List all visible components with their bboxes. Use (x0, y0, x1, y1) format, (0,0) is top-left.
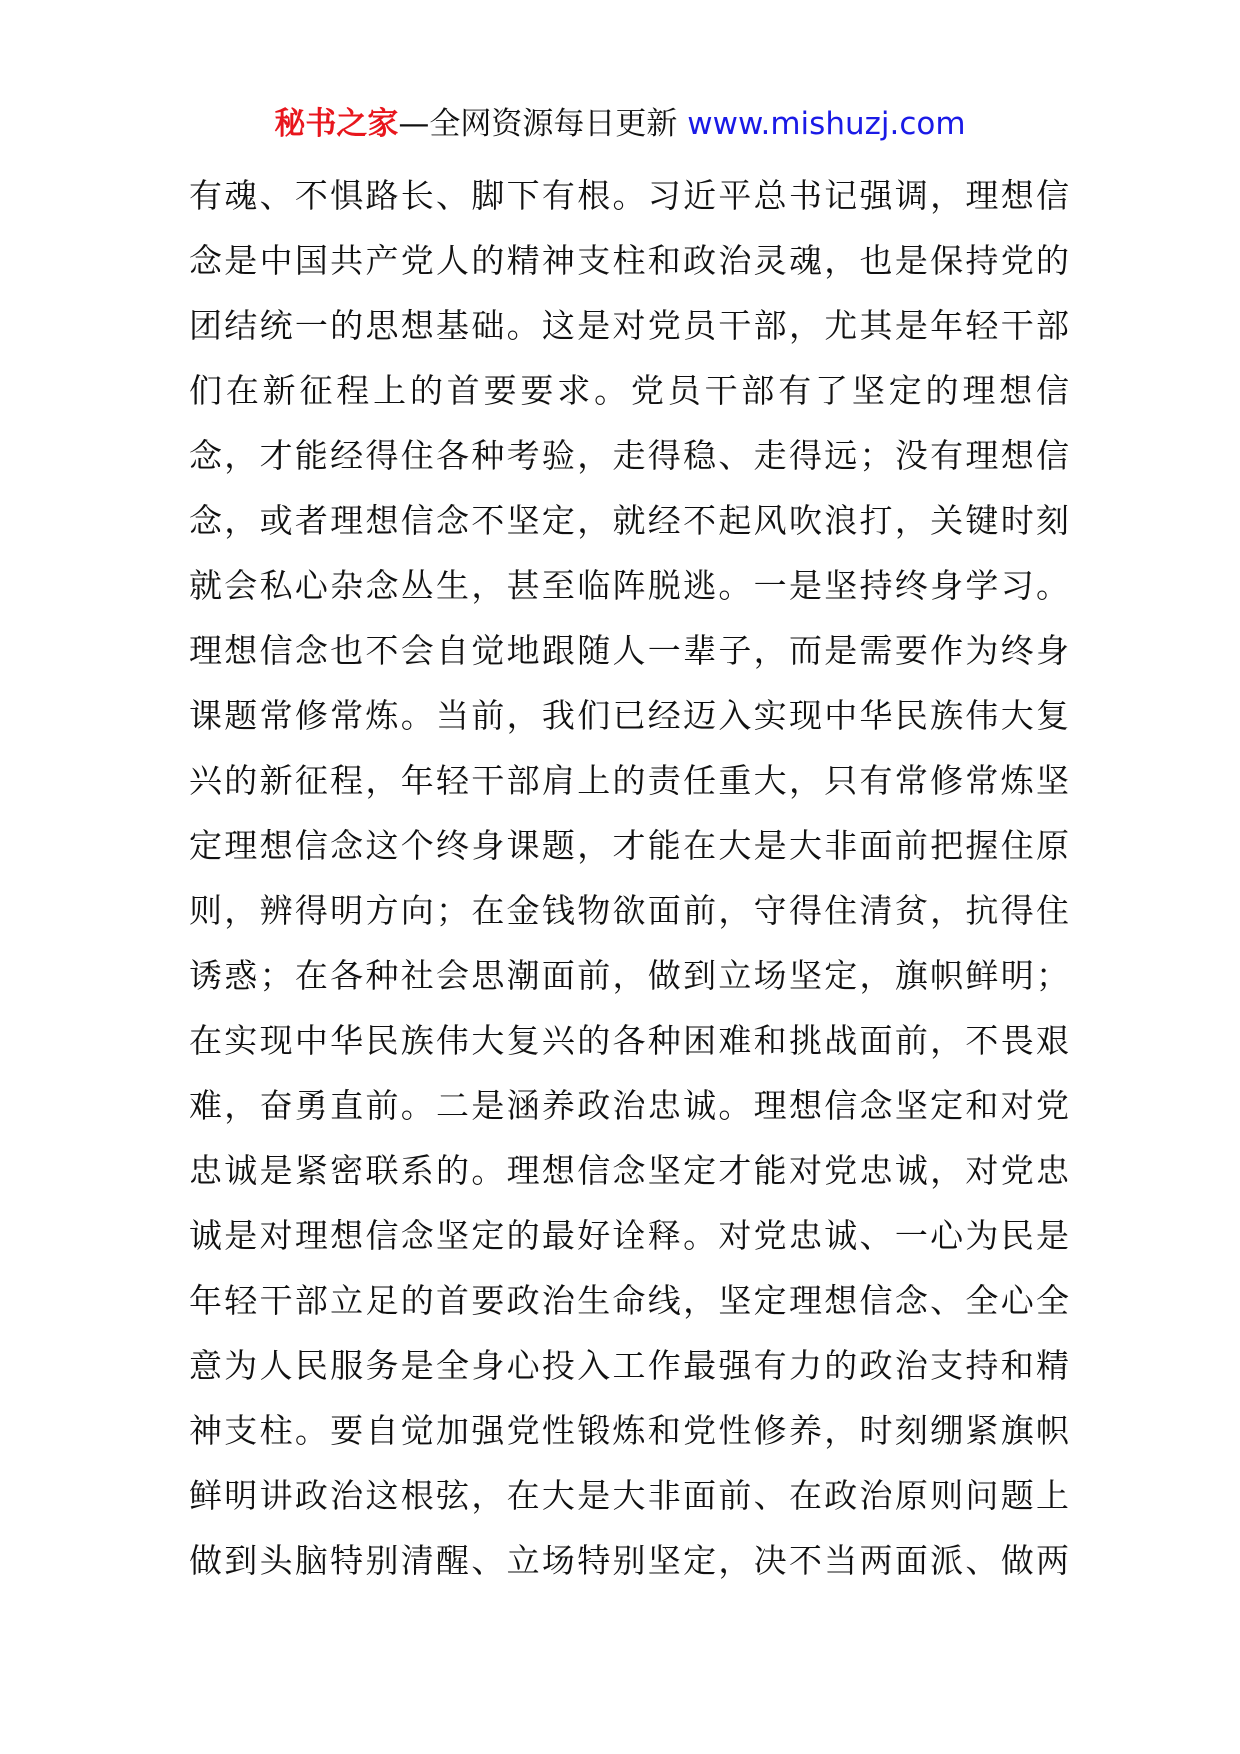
body-line: 就会私心杂念丛生，甚至临阵脱逃。一是坚持终身学习。 (189, 566, 1069, 605)
document-body (189, 163, 1069, 1593)
site-header (0, 100, 1240, 148)
site-tagline: —全网资源每日更新 (398, 106, 678, 142)
body-line: 定理想信念这个终身课题，才能在大是大非面前把握住原 (189, 826, 1069, 865)
body-line: 诚是对理想信念坚定的最好诠释。对党忠诚、一心为民是 (189, 1216, 1069, 1255)
body-line: 鲜明讲政治这根弦，在大是大非面前、在政治原则问题上 (189, 1476, 1069, 1515)
body-line: 难，奋勇直前。二是涵养政治忠诚。理想信念坚定和对党 (189, 1086, 1069, 1125)
body-line: 诱惑；在各种社会思潮面前，做到立场坚定，旗帜鲜明； (189, 956, 1069, 995)
site-brand: 秘书之家 (274, 106, 399, 142)
body-line: 课题常修常炼。当前，我们已经迈入实现中华民族伟大复 (189, 696, 1069, 735)
body-line: 理想信念也不会自觉地跟随人一辈子，而是需要作为终身 (189, 631, 1069, 670)
body-line: 意为人民服务是全身心投入工作最强有力的政治支持和精 (189, 1346, 1069, 1385)
body-line: 念，才能经得住各种考验，走得稳、走得远；没有理想信 (189, 436, 1069, 475)
body-line: 做到头脑特别清醒、立场特别坚定，决不当两面派、做两 (189, 1541, 1069, 1580)
body-line: 有魂、不惧路长、脚下有根。习近平总书记强调，理想信 (189, 176, 1069, 215)
body-line: 们在新征程上的首要要求。党员干部有了坚定的理想信 (189, 371, 1069, 410)
body-line: 忠诚是紧密联系的。理想信念坚定才能对党忠诚，对党忠 (189, 1151, 1069, 1190)
body-line: 年轻干部立足的首要政治生命线，坚定理想信念、全心全 (189, 1281, 1069, 1320)
body-line: 在实现中华民族伟大复兴的各种困难和挑战面前，不畏艰 (189, 1021, 1069, 1060)
body-line: 神支柱。要自觉加强党性锻炼和党性修养，时刻绷紧旗帜 (189, 1411, 1069, 1450)
body-line: 念，或者理想信念不坚定，就经不起风吹浪打，关键时刻 (189, 501, 1069, 540)
body-line: 团结统一的思想基础。这是对党员干部，尤其是年轻干部 (189, 306, 1069, 345)
body-line: 则，辨得明方向；在金钱物欲面前，守得住清贫，抗得住 (189, 891, 1069, 930)
body-line: 兴的新征程，年轻干部肩上的责任重大，只有常修常炼坚 (189, 761, 1069, 800)
body-line: 念是中国共产党人的精神支柱和政治灵魂，也是保持党的 (189, 241, 1069, 280)
site-url-link[interactable]: www.mishuzj.com (687, 106, 966, 142)
